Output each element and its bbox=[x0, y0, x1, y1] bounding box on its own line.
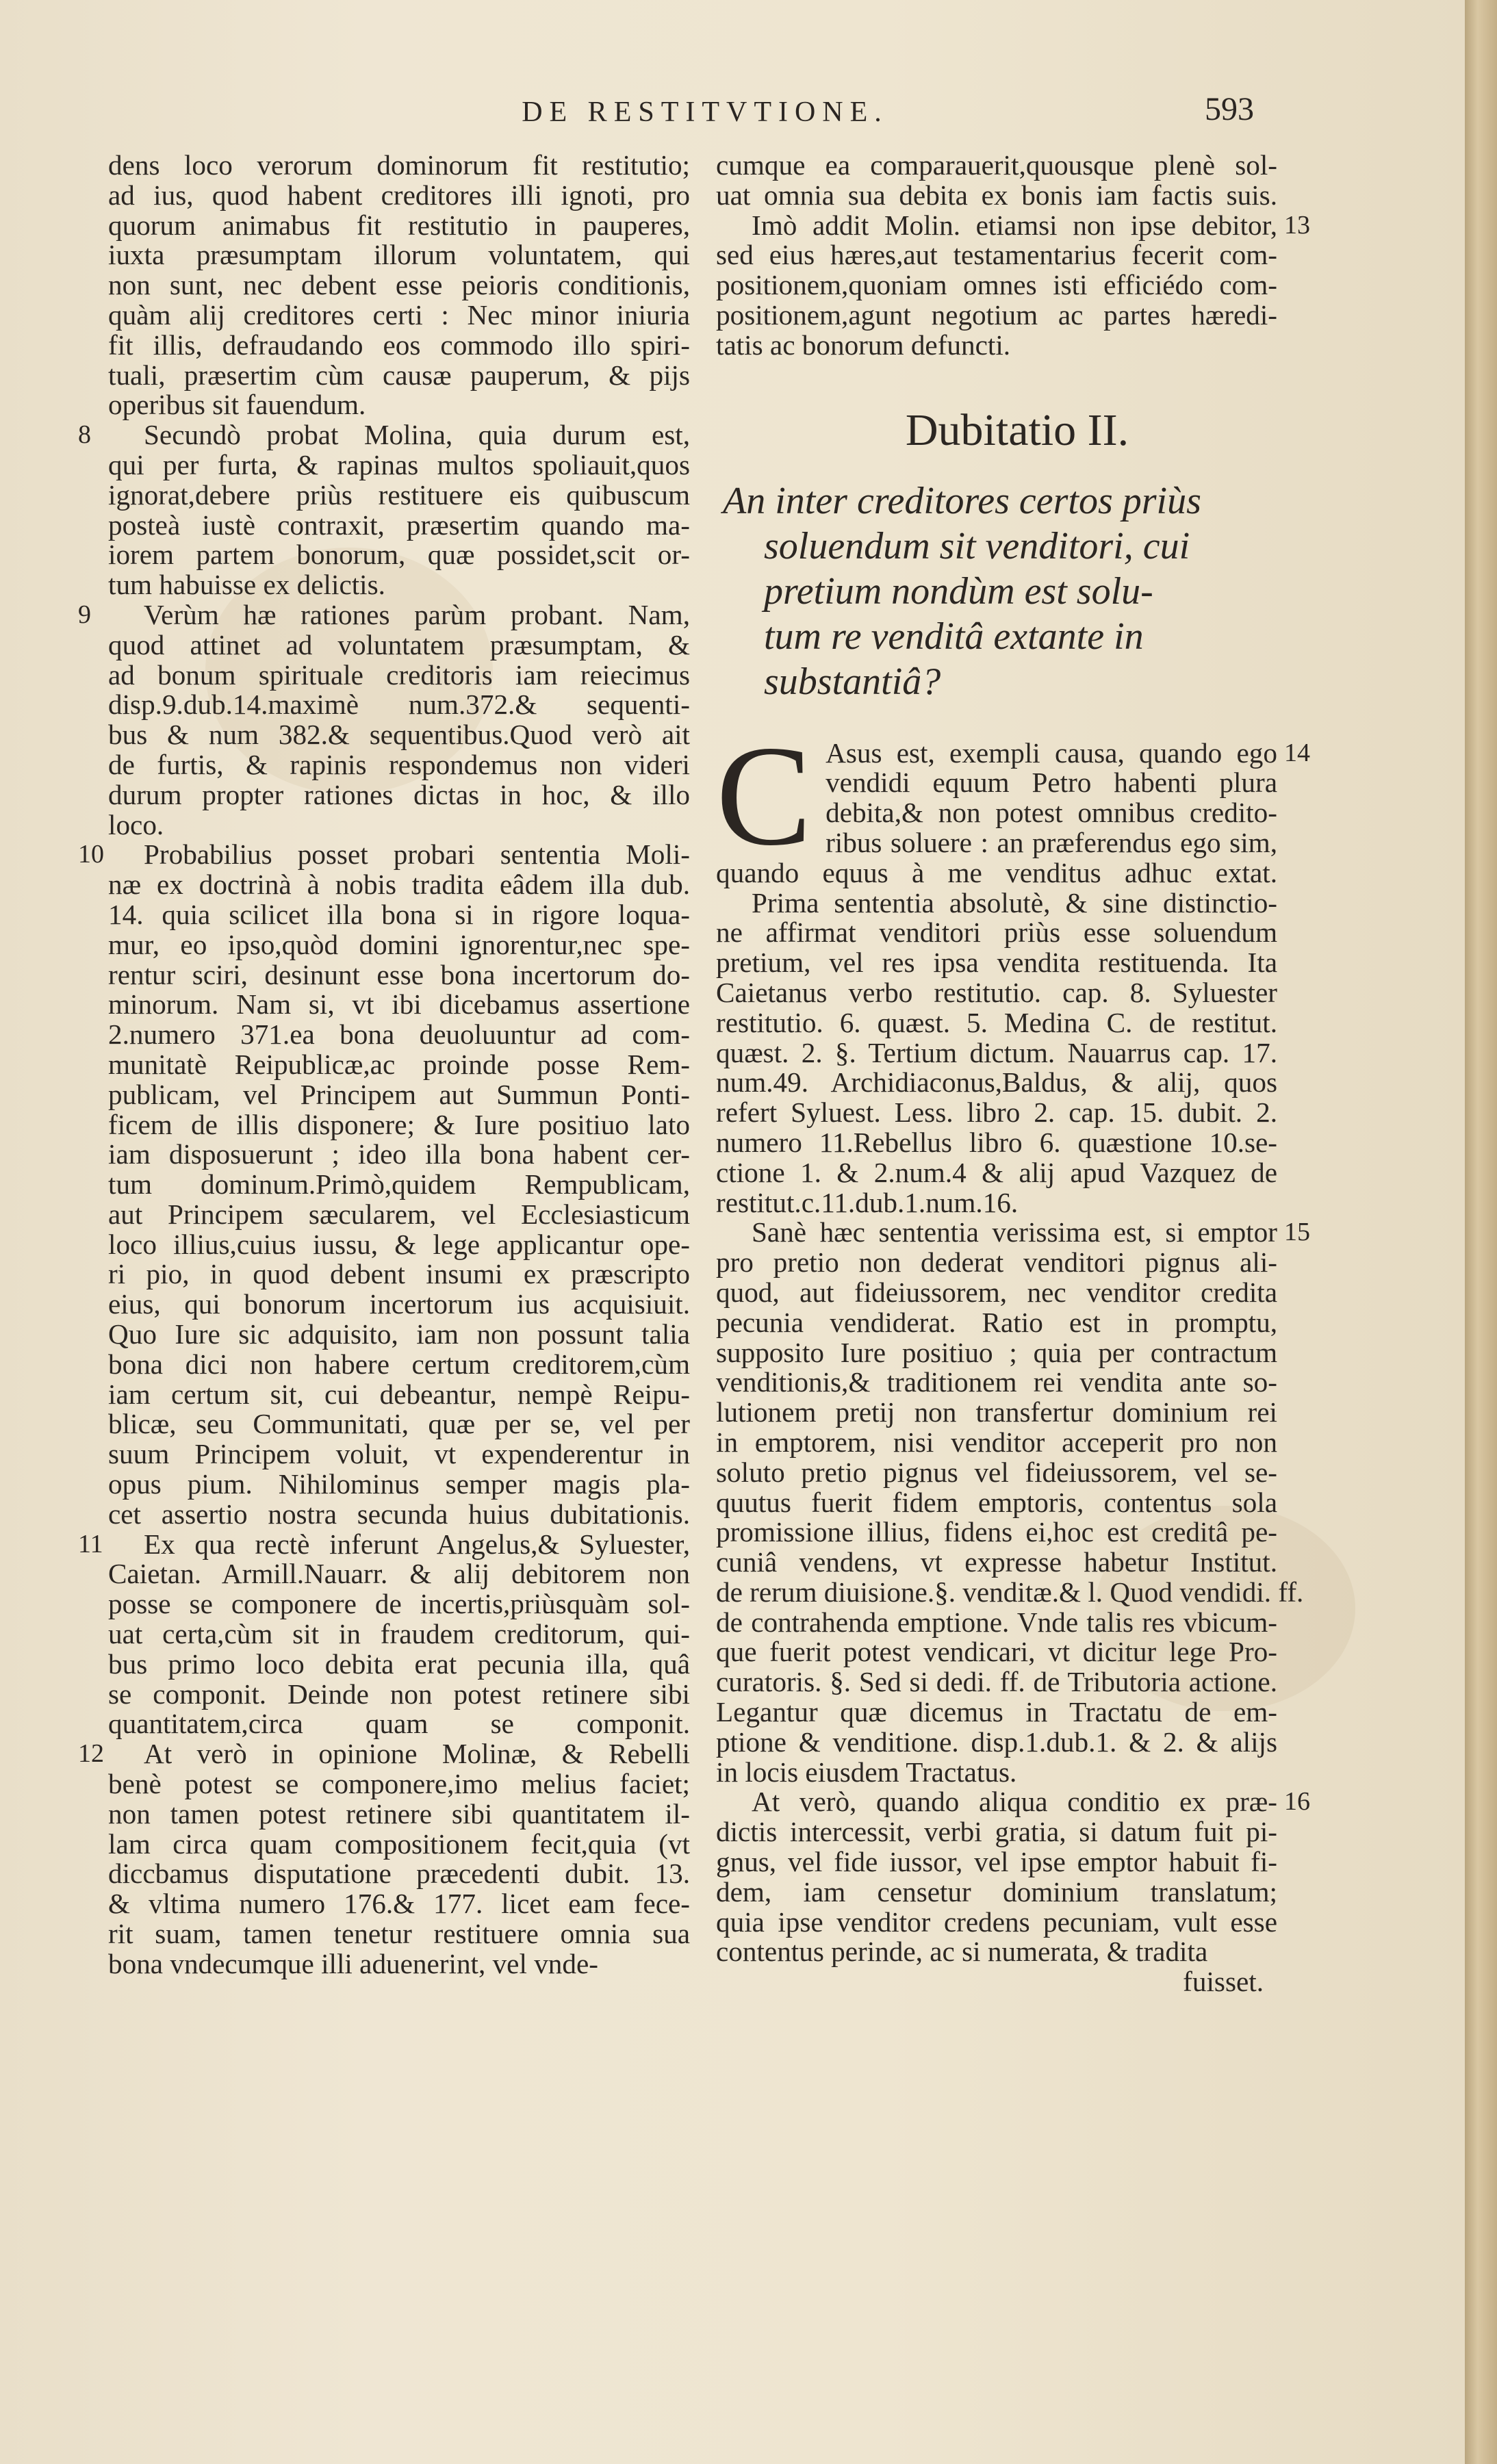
text-line bbox=[108, 750, 690, 780]
text-line bbox=[716, 1937, 1277, 1967]
text-line bbox=[716, 1216, 1310, 1248]
text-line-content: Sanè hæc sententia verissima est, si emptor bbox=[752, 1216, 1277, 1248]
text-line-content: næ ex doctrinà à nobis tradita eâdem illa dub. bbox=[108, 869, 690, 901]
text-line bbox=[108, 1889, 690, 1919]
text-line-content: positionem,agunt negotium ac partes hæredi- bbox=[716, 298, 1277, 331]
text-line-content: quantitatem,circa quam se componit. bbox=[108, 1708, 690, 1740]
text-line-content: quutus fuerit fidem emptoris, contentus sola bbox=[716, 1486, 1277, 1518]
text-line-content: supposito Iure positiuo ; quia per contractum bbox=[716, 1336, 1277, 1368]
text-line bbox=[716, 1188, 1277, 1218]
text-line bbox=[108, 960, 690, 990]
text-line-content: opus pium. Nihilominus semper magis pla- bbox=[108, 1468, 690, 1500]
text-line-content: vendidi equum Petro habenti plura bbox=[826, 767, 1277, 799]
text-line bbox=[108, 1409, 690, 1439]
text-line-content: qui per furta, & rapinas multos spoliauit,quos bbox=[108, 448, 690, 480]
text-line bbox=[78, 419, 690, 451]
text-line bbox=[108, 1439, 690, 1470]
text-line-content: At verò, quando aliqua conditio ex præ- bbox=[752, 1786, 1277, 1818]
text-line-content: tuali, præsertim cùm causæ pauperum, & pijs bbox=[108, 359, 690, 391]
margin-paragraph-number: 12 bbox=[78, 1739, 104, 1769]
text-line-content: venditionis,& traditionem rei vendita ante so- bbox=[716, 1366, 1277, 1398]
text-line bbox=[108, 1289, 690, 1320]
text-line-content: dens loco verorum dominorum fit restitutio; bbox=[108, 149, 690, 181]
text-line bbox=[716, 1576, 1304, 1608]
text-line bbox=[716, 151, 1277, 181]
question-line: substantiâ? bbox=[764, 660, 941, 703]
text-line bbox=[716, 331, 1277, 361]
text-line-content: ad ius, quod habent creditores illi ignoti, pro bbox=[108, 179, 690, 211]
text-line bbox=[108, 540, 690, 570]
text-line bbox=[108, 1140, 690, 1170]
text-line-content: tum dominum.Primò,quidem Rempublicam, bbox=[108, 1168, 690, 1201]
right-continuation-text bbox=[716, 149, 1310, 361]
text-line-content: sed eius hæres,aut testamentarius fecerit com- bbox=[716, 239, 1277, 271]
text-line bbox=[108, 660, 690, 691]
text-line bbox=[108, 810, 690, 840]
text-line bbox=[108, 1020, 690, 1050]
text-line bbox=[716, 1697, 1277, 1728]
text-line bbox=[108, 331, 690, 361]
text-line-content: gnus, vel fide iussor, vel ipse emptor habuit fi- bbox=[716, 1846, 1277, 1878]
text-line bbox=[716, 1428, 1277, 1458]
text-line-content: quia ipse venditor credens pecuniam, vult esse bbox=[716, 1905, 1277, 1938]
text-line-content: ptione & venditione. disp.1.dub.1. & 2. & alijs bbox=[716, 1725, 1277, 1758]
text-line-content: dem, iam censetur dominium translatum; bbox=[716, 1875, 1277, 1908]
text-line-content: soluto pretio pignus vel fideiussorem, vel se- bbox=[716, 1456, 1277, 1488]
text-line-content: quod attinet ad voluntatem præsumptam, & bbox=[108, 628, 690, 660]
text-line-content: rentur sciri, desinunt esse bona incertorum do- bbox=[108, 958, 690, 990]
text-line-content: promissione illius, fidens ei,hoc est creditâ pe- bbox=[716, 1516, 1277, 1548]
text-line-content: de rerum diuisione.§. venditæ.& l. Quod vendidi. ff. bbox=[716, 1576, 1304, 1608]
text-line-content: de furtis, & rapinis respondemus non videri bbox=[108, 748, 690, 780]
text-line-content: durum propter rationes dictas in hoc, & illo bbox=[108, 778, 690, 810]
text-line bbox=[108, 1350, 690, 1380]
text-line bbox=[716, 1128, 1277, 1158]
text-line bbox=[108, 870, 690, 900]
text-line bbox=[716, 768, 1277, 798]
text-line bbox=[716, 1786, 1310, 1818]
text-line bbox=[108, 1919, 690, 1949]
text-line-content: Legantur quæ dicemus in Tractatu de em- bbox=[716, 1696, 1277, 1728]
text-line bbox=[716, 270, 1277, 300]
text-line bbox=[716, 1877, 1277, 1908]
text-line-content: iuxta præsumptam illorum voluntatem, qui bbox=[108, 239, 690, 271]
margin-paragraph-number: 13 bbox=[1284, 210, 1310, 240]
text-line-content: cuniâ vendens, vt expresse habetur Institut. bbox=[716, 1546, 1277, 1578]
text-line-content: lutionem pretij non transfertur dominium rei bbox=[716, 1396, 1277, 1428]
text-line-content: cet assertio nostra secunda huius dubitationis. bbox=[108, 1498, 690, 1530]
text-line bbox=[108, 570, 690, 600]
text-line-content: restitut.c.11.dub.1.num.16. bbox=[716, 1186, 1019, 1218]
text-line bbox=[108, 1500, 690, 1530]
text-line bbox=[108, 480, 690, 511]
text-line bbox=[108, 720, 690, 750]
margin-paragraph-number: 15 bbox=[1284, 1218, 1310, 1247]
text-line-content: eius, qui bonorum incertorum ius acquisiuit. bbox=[108, 1288, 690, 1320]
text-line-content: iam disposuerunt ; ideo illa bona habent cer- bbox=[108, 1138, 690, 1170]
text-line bbox=[108, 1259, 690, 1289]
text-line bbox=[108, 390, 690, 420]
text-line-content: munitatè Reipublicæ,ac proinde posse Rem- bbox=[108, 1048, 690, 1080]
page-edge bbox=[1465, 0, 1497, 2464]
text-line bbox=[108, 1680, 690, 1710]
text-line bbox=[716, 978, 1277, 1008]
text-line-content: uat certa,cùm sit in fraudem creditorum, qui- bbox=[108, 1618, 690, 1650]
text-line-content: Probabilius posset probari sententia Moli- bbox=[144, 838, 690, 871]
text-line-content: 2.numero 371.ea bona deuoluuntur ad com- bbox=[108, 1018, 690, 1051]
text-line bbox=[716, 1308, 1277, 1338]
text-line bbox=[716, 1847, 1277, 1877]
dubitatio-heading: Dubitatio II. bbox=[905, 405, 1129, 455]
text-line-content: benè potest se componere,imo melius faciet; bbox=[108, 1768, 690, 1800]
text-line bbox=[716, 1338, 1277, 1368]
text-line-content: iam certum sit, cui debeantur, nempè Reipu- bbox=[108, 1378, 690, 1410]
page-number: 593 bbox=[1205, 91, 1254, 127]
text-line-content: que fuerit potest vendicari, vt dicitur lege Pro- bbox=[716, 1636, 1277, 1668]
text-line bbox=[108, 1589, 690, 1619]
text-line-content: diccbamus disputatione præcedenti dubit. 13. bbox=[108, 1858, 690, 1890]
text-line-content: 14. quia scilicet illa bona si in rigore loqua- bbox=[108, 898, 690, 930]
text-line-content: lam circa quam compositionem fecit,quia (vt bbox=[108, 1827, 690, 1860]
text-line-content: quàm alij creditores certi : Nec minor iniuria bbox=[108, 298, 690, 331]
text-line bbox=[716, 888, 1277, 919]
text-line bbox=[108, 1110, 690, 1140]
text-line bbox=[716, 1608, 1277, 1638]
text-line bbox=[108, 1080, 690, 1110]
text-line bbox=[716, 1068, 1277, 1098]
text-line-content: Verùm hæ rationes parùm probant. Nam, bbox=[144, 598, 690, 630]
text-line-content: refert Syluest. Less. libro 2. cap. 15. dubit. 2. bbox=[716, 1096, 1277, 1129]
text-line-content: loco illius,cuius iussu, & lege applicantur ope- bbox=[108, 1228, 690, 1260]
text-line bbox=[108, 900, 690, 930]
text-line bbox=[108, 1827, 690, 1860]
text-line bbox=[108, 1769, 690, 1799]
text-line bbox=[716, 1758, 1277, 1788]
text-line-content: curatoris. §. Sed si dedi. ff. de Tributoria actione. bbox=[716, 1666, 1277, 1698]
text-line bbox=[716, 1368, 1277, 1398]
text-line-content: num.49. Archidiaconus,Baldus, & alij, quos bbox=[716, 1066, 1277, 1099]
margin-paragraph-number: 9 bbox=[78, 600, 91, 629]
text-line bbox=[108, 181, 690, 211]
text-line bbox=[716, 1038, 1277, 1068]
question-line: pretium nondùm est solu- bbox=[764, 569, 1153, 613]
text-line bbox=[108, 1559, 690, 1589]
text-line bbox=[716, 1517, 1277, 1548]
text-line-content: posteà iustè contraxit, præsertim quando ma- bbox=[108, 509, 690, 541]
text-line-content: fit illis, defraudando eos commodo illo spiri- bbox=[108, 329, 690, 361]
text-line-content: uat omnia sua debita ex bonis iam factis suis. bbox=[716, 179, 1277, 211]
right-text-column bbox=[716, 149, 1310, 1998]
text-line bbox=[108, 1320, 690, 1350]
text-line bbox=[108, 1470, 690, 1500]
question-line: An inter creditores certos priùs bbox=[723, 479, 1201, 522]
text-line bbox=[108, 300, 690, 331]
text-line-content: contentus perinde, ac si numerata, & tradita bbox=[716, 1936, 1208, 1968]
text-line-content: quæst. 2. §. Tertium dictum. Nauarrus cap. 17. bbox=[716, 1036, 1277, 1068]
text-line bbox=[108, 1799, 690, 1830]
text-line-content: iorem partem bonorum, quæ possidet,scit or- bbox=[108, 539, 690, 571]
left-text-column bbox=[78, 149, 690, 1979]
text-line bbox=[716, 1548, 1277, 1578]
text-line bbox=[108, 151, 690, 181]
text-line-content: loco. bbox=[108, 808, 164, 840]
text-line bbox=[108, 1647, 690, 1680]
margin-paragraph-number: 8 bbox=[78, 420, 91, 450]
text-line-content: posse se componere de incertis,priùsquàm sol- bbox=[108, 1588, 690, 1620]
text-line bbox=[78, 1528, 690, 1560]
question-line: tum re venditâ extante in bbox=[764, 615, 1144, 658]
drop-cap: C bbox=[716, 716, 813, 875]
text-line-content: suum Principem voluit, vt expenderentur in bbox=[108, 1438, 690, 1470]
text-line bbox=[108, 1859, 690, 1889]
text-line-content: ne affirmat venditori priùs esse soluendum bbox=[716, 916, 1277, 949]
text-line bbox=[716, 1008, 1277, 1038]
text-line-content: non tamen potest retinere sibi quantitatem il- bbox=[108, 1797, 690, 1830]
text-line bbox=[716, 1398, 1277, 1428]
text-line-content: Secundò probat Molina, quia durum est, bbox=[144, 419, 690, 451]
text-line-content: Prima sententia absolutè, & sine distinctio- bbox=[752, 886, 1277, 919]
text-line-content: quod, aut fideiussorem, nec venditor credita bbox=[716, 1276, 1277, 1308]
text-line-content: quorum animabus fit restitutio in pauperes, bbox=[108, 209, 690, 241]
text-line bbox=[716, 300, 1277, 331]
text-line-content: Caietanus verbo restitutio. cap. 8. Syluester bbox=[716, 976, 1277, 1008]
catchword: fuisset. bbox=[1183, 1966, 1264, 1998]
text-line-content: quando equus à me venditus adhuc extat. bbox=[716, 856, 1277, 888]
margin-paragraph-number: 16 bbox=[1284, 1787, 1310, 1817]
text-line bbox=[716, 1725, 1277, 1758]
running-title: DE RESTITVTIONE. bbox=[522, 97, 888, 128]
margin-paragraph-number: 11 bbox=[78, 1529, 103, 1558]
text-line bbox=[716, 1637, 1277, 1667]
text-line bbox=[716, 1098, 1277, 1128]
text-line-content: Caietan. Armill.Nauarr. & alij debitorem non bbox=[108, 1558, 690, 1590]
text-line bbox=[108, 990, 690, 1020]
text-line bbox=[716, 828, 1277, 858]
text-line bbox=[108, 511, 690, 541]
text-line bbox=[716, 858, 1277, 888]
text-line bbox=[108, 630, 690, 660]
text-line-content: Asus est, exempli causa, quando ego bbox=[826, 736, 1277, 769]
text-line-content: aut Principem sæcularem, vel Ecclesiasticum bbox=[108, 1198, 690, 1230]
text-line bbox=[78, 598, 690, 630]
text-line bbox=[108, 1380, 690, 1410]
text-line-content: non sunt, nec debent esse peioris conditionis, bbox=[108, 269, 690, 301]
text-line-content: de contrahenda emptione. Vnde talis res vbicum- bbox=[716, 1606, 1277, 1638]
text-line-content: positionem,quoniam omnes isti efficiédo com- bbox=[716, 269, 1277, 301]
text-line-content: bus primo loco debita erat pecunia illa, quâ bbox=[108, 1647, 690, 1680]
text-line-content: Quo Iure sic adquisito, iam non possunt talia bbox=[108, 1318, 690, 1350]
text-line bbox=[78, 1738, 690, 1770]
text-line-content: tum habuisse ex delictis. bbox=[108, 569, 385, 601]
text-line-content: restitutio. 6. quæst. 5. Medina C. de restitut. bbox=[716, 1006, 1277, 1038]
text-line bbox=[108, 1949, 690, 1979]
text-line bbox=[716, 1905, 1277, 1938]
text-line-content: mur, eo ipso,quòd domini ignorentur,nec spe- bbox=[108, 928, 690, 960]
text-line bbox=[108, 930, 690, 960]
text-line-content: publicam, vel Principem aut Summun Ponti- bbox=[108, 1078, 690, 1110]
text-line-content: rit suam, tamen tenetur restituere omnia sua bbox=[108, 1918, 690, 1950]
text-line bbox=[108, 1709, 690, 1739]
text-line-content: in locis eiusdem Tractatus. bbox=[716, 1756, 1017, 1788]
text-line-content: ad bonum spirituale creditoris iam reiecimus bbox=[108, 658, 690, 691]
text-line bbox=[716, 209, 1310, 241]
text-line-content: ri pio, in quod debent insumi ex præscripto bbox=[108, 1258, 690, 1290]
text-line-content: pecunia vendiderat. Ratio est in promptu, bbox=[716, 1306, 1277, 1338]
text-line bbox=[108, 1050, 690, 1080]
text-line bbox=[108, 450, 690, 480]
text-line bbox=[78, 838, 690, 871]
text-line-content: ctione 1. & 2.num.4 & alij apud Vazquez de bbox=[716, 1156, 1277, 1188]
text-line bbox=[716, 918, 1277, 948]
text-line bbox=[716, 1667, 1277, 1697]
question-line: soluendum sit venditori, cui bbox=[764, 524, 1190, 567]
text-line bbox=[716, 1817, 1277, 1847]
text-line-content: bona dici non habere certum creditorem,cùm bbox=[108, 1348, 690, 1380]
text-line-content: disp.9.dub.14.maximè num.372.& sequenti- bbox=[108, 689, 690, 721]
text-line-content: numero 11.Rebellus libro 6. quæstione 10.se- bbox=[716, 1126, 1277, 1158]
text-line-content: bus & num 382.& sequentibus.Quod verò ait bbox=[108, 719, 690, 751]
text-line-content: dictis intercessit, verbi gratia, si datum fuit pi- bbox=[716, 1816, 1277, 1848]
text-line bbox=[108, 1619, 690, 1650]
text-line bbox=[108, 780, 690, 810]
text-line-content: cumque ea comparauerit,quousque plenè sol- bbox=[716, 149, 1277, 181]
text-line bbox=[108, 1170, 690, 1200]
text-line bbox=[716, 1458, 1277, 1488]
text-line-content: operibus sit fauendum. bbox=[108, 389, 366, 421]
text-line bbox=[108, 1230, 690, 1260]
text-line-content: pro pretio non dederat venditori pignus ali- bbox=[716, 1246, 1277, 1279]
text-line bbox=[108, 361, 690, 391]
text-line-content: tatis ac bonorum defuncti. bbox=[716, 329, 1011, 361]
margin-paragraph-number: 10 bbox=[78, 840, 104, 869]
text-line-content: Imò addit Molin. etiamsi non ipse debitor, bbox=[752, 209, 1277, 241]
right-body-text bbox=[716, 716, 1310, 1968]
text-line bbox=[716, 798, 1277, 828]
text-line bbox=[716, 1248, 1277, 1278]
text-line bbox=[716, 1158, 1277, 1188]
text-line bbox=[108, 1200, 690, 1230]
text-line bbox=[108, 270, 690, 300]
text-line-content: minorum. Nam si, vt ibi dicebamus assertione bbox=[108, 988, 690, 1021]
text-line bbox=[716, 240, 1277, 270]
text-line bbox=[716, 736, 1310, 769]
text-line bbox=[716, 948, 1277, 978]
text-line-content: ignorat,debere priùs restituere eis quibuscum bbox=[108, 478, 690, 511]
text-line bbox=[716, 1278, 1277, 1308]
text-line-content: se componit. Deinde non potest retinere sibi bbox=[108, 1678, 690, 1710]
text-line-content: & vltima numero 176.& 177. licet eam fece- bbox=[108, 1888, 690, 1920]
text-line-content: bona vndecumque illi aduenerint, vel vnde- bbox=[108, 1947, 598, 1979]
text-line-content: debita,& non potest omnibus credito- bbox=[826, 797, 1277, 829]
text-line bbox=[716, 1488, 1277, 1518]
text-line bbox=[716, 181, 1277, 211]
question-title bbox=[716, 478, 1277, 704]
text-line bbox=[108, 240, 690, 270]
margin-paragraph-number: 14 bbox=[1284, 738, 1310, 767]
text-line bbox=[108, 690, 690, 720]
text-line-content: Ex qua rectè inferunt Angelus,& Syluester, bbox=[144, 1528, 690, 1560]
text-line-content: ribus soluere : an præferendus ego sim, bbox=[826, 826, 1277, 858]
text-line-content: blicæ, seu Communitati, quæ per se, vel per bbox=[108, 1408, 690, 1440]
text-line bbox=[108, 211, 690, 241]
text-line-content: pretium, vel res ipsa vendita restituenda. Ita bbox=[716, 947, 1277, 979]
text-line-content: At verò in opinione Molinæ, & Rebelli bbox=[144, 1738, 690, 1770]
text-line-content: ficem de illis disponere; & Iure positiuo lato bbox=[108, 1108, 690, 1140]
text-line-content: in emptorem, nisi venditor acceperit pro non bbox=[716, 1426, 1277, 1458]
